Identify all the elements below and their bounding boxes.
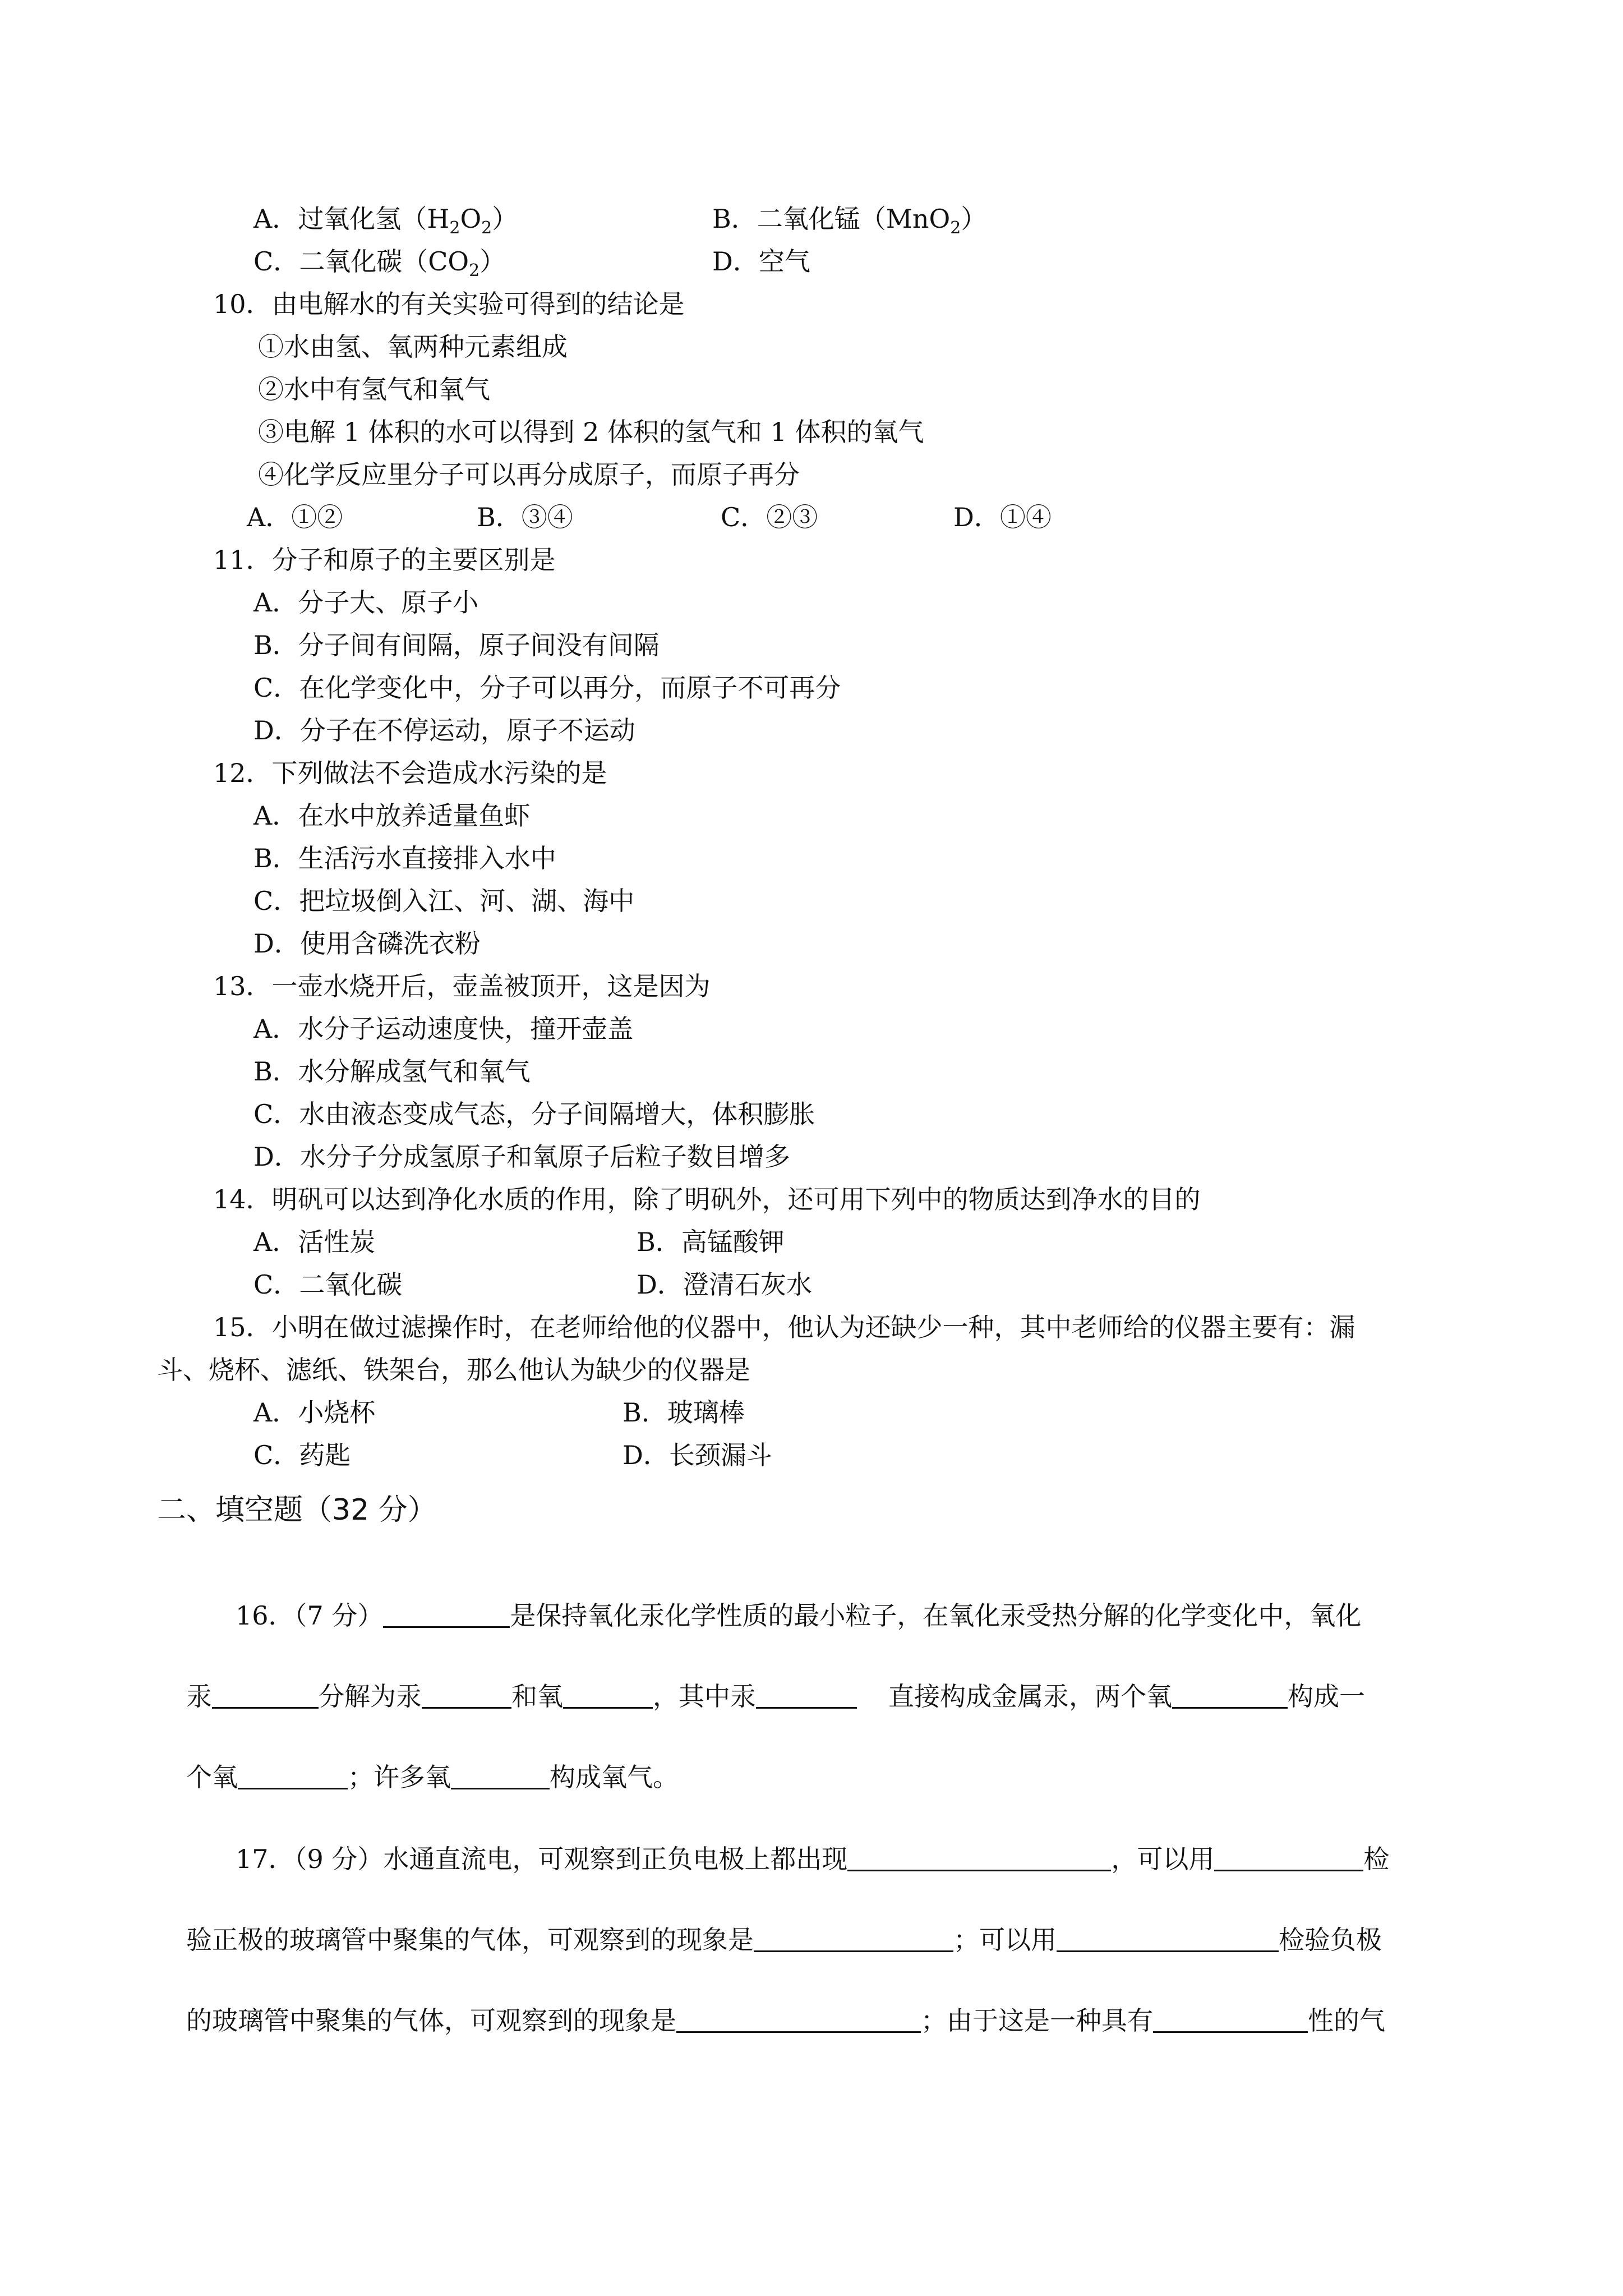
q16-text: 构成一: [1288, 1681, 1365, 1711]
q10-stem: 10．由电解水的有关实验可得到的结论是: [213, 289, 685, 319]
q13-option-a: A．水分子运动速度快，撞开壶盖: [253, 1014, 634, 1044]
q9-option-b-end: ）: [961, 204, 987, 234]
q16-text: 和氧: [511, 1681, 563, 1711]
answer-blank[interactable]: [1172, 1682, 1288, 1709]
q14-stem: 14．明矾可以达到净化水质的作用，除了明矾外，还可用下列中的物质达到净水的目的: [213, 1184, 1201, 1214]
q12-option-a: A．在水中放养适量鱼虾: [253, 800, 531, 831]
q10-option-c: C．②③: [721, 502, 818, 532]
q17-text: ；由于这是一种具有: [921, 2005, 1153, 2036]
answer-blank[interactable]: [422, 1682, 511, 1709]
answer-blank[interactable]: [676, 2007, 921, 2033]
q13-option-c: C．水由液态变成气态，分子间隔增大，体积膨胀: [253, 1099, 815, 1129]
answer-blank[interactable]: [1057, 1926, 1279, 1952]
subscript: 2: [950, 218, 961, 238]
q9-option-c-text: C．二氧化碳（CO: [253, 246, 469, 277]
q9-option-a-mid: O: [460, 204, 482, 234]
subscript: 2: [469, 261, 480, 280]
q11-option-c: C．在化学变化中，分子可以再分，而原子不可再分: [253, 673, 841, 703]
q10-option-d: D．①④: [953, 502, 1052, 532]
q12-option-c: C．把垃圾倒入江、河、湖、海中: [253, 886, 635, 916]
q14-option-c: C．二氧化碳: [253, 1269, 403, 1300]
q17-text: ，可以用: [1111, 1844, 1215, 1874]
q17-text: 的玻璃管中聚集的气体，可观察到的现象是: [186, 2005, 676, 2036]
q17-text: 17．（9 分）水通直流电，可观察到正负电极上都出现: [236, 1844, 848, 1874]
q10-item-2: ②水中有氢气和氧气: [258, 374, 490, 404]
q14-option-d: D．澄清石灰水: [637, 1269, 812, 1300]
q13-option-d: D．水分子分成氢原子和氧原子后粒子数目增多: [253, 1142, 790, 1172]
q9-option-d: [712, 245, 810, 278]
q9-option-c: [253, 245, 505, 278]
answer-blank[interactable]: [212, 1682, 319, 1709]
q16-line-2: [186, 1680, 1365, 1713]
q10-item-4: ④化学反应里分子可以再分成原子，而原子再分: [258, 459, 800, 490]
answer-blank[interactable]: [1214, 1845, 1363, 1871]
q11-option-d: D．分子在不停运动，原子不运动: [253, 715, 635, 746]
answer-blank[interactable]: [238, 1763, 348, 1789]
q16-text: ，其中汞: [653, 1681, 756, 1711]
q9-option-a-text: A．过氧化氢（H: [253, 204, 450, 234]
q12-stem: 12．下列做法不会造成水污染的是: [213, 758, 607, 788]
answer-blank[interactable]: [383, 1602, 510, 1628]
q16-label: 16．（7 分）: [236, 1600, 384, 1631]
q16-line-3: [186, 1760, 679, 1794]
q17-text: 检验负极: [1279, 1925, 1382, 1955]
answer-blank[interactable]: [754, 1926, 953, 1952]
q13-option-b: B．水分解成氢气和氧气: [253, 1056, 531, 1087]
q17-line-2: [186, 1923, 1382, 1957]
q15-option-d: D．长颈漏斗: [623, 1440, 772, 1470]
q16-line-1: [236, 1599, 1361, 1632]
q10-item-3: ③电解 1 体积的水可以得到 2 体积的氢气和 1 体积的氧气: [258, 417, 924, 447]
q16-text: 汞: [186, 1681, 212, 1711]
q17-text: ；可以用: [953, 1925, 1057, 1955]
q12-option-d: D．使用含磷洗衣粉: [253, 928, 481, 959]
answer-blank[interactable]: [563, 1682, 653, 1709]
q15-stem-line-1: 15．小明在做过滤操作时，在老师给他的仪器中，他认为还缺少一种，其中老师给的仪器主要有：漏: [213, 1312, 1355, 1342]
q15-option-a: A．小烧杯: [253, 1397, 376, 1428]
q16-text: ；许多氧: [348, 1762, 451, 1792]
q11-option-a: A．分子大、原子小: [253, 587, 479, 618]
q10-option-a: A．①②: [247, 502, 343, 532]
q14-option-a: A．活性炭: [253, 1227, 376, 1257]
q16-text: 个氧: [186, 1762, 238, 1792]
q15-option-b: B．玻璃棒: [623, 1397, 745, 1428]
section-heading: 二、填空题（32 分）: [157, 1493, 437, 1527]
q17-line-3: [186, 2004, 1385, 2037]
q10-item-1: ①水由氢、氧两种元素组成: [258, 332, 568, 362]
q15-option-c: C．药匙: [253, 1440, 351, 1470]
q16-text: 构成氧气。: [550, 1762, 679, 1792]
q17-line-1: [236, 1842, 1389, 1876]
q17-text: 检: [1363, 1844, 1390, 1874]
q14-option-b: B．高锰酸钾: [637, 1227, 785, 1257]
q16-text: 是保持氧化汞化学性质的最小粒子，在氧化汞受热分解的化学变化中，氧化: [510, 1600, 1362, 1631]
q9-option-a: [253, 202, 518, 236]
q9-option-b: [712, 202, 986, 236]
q17-text: 性的气: [1308, 2005, 1385, 2036]
q15-stem-line-2: 斗、烧杯、滤纸、铁架台，那么他认为缺少的仪器是: [157, 1355, 750, 1385]
q16-text: 直接构成金属汞，两个氧: [888, 1681, 1172, 1711]
q17-text: 验正极的玻璃管中聚集的气体，可观察到的现象是: [186, 1925, 754, 1955]
q9-option-d-text: D．空气: [712, 246, 810, 277]
answer-blank[interactable]: [847, 1845, 1111, 1871]
q16-text: 分解为汞: [319, 1681, 422, 1711]
answer-blank[interactable]: [756, 1682, 857, 1709]
q13-stem: 13．一壶水烧开后，壶盖被顶开，这是因为: [213, 971, 711, 1001]
answer-blank[interactable]: [1153, 2007, 1308, 2033]
q12-option-b: B．生活污水直接排入水中: [253, 843, 556, 873]
q11-stem: 11．分子和原子的主要区别是: [213, 545, 556, 575]
q11-option-b: B．分子间有间隔，原子间没有间隔: [253, 630, 660, 660]
q9-option-c-end: ）: [479, 246, 506, 277]
subscript: 2: [481, 218, 492, 238]
q9-option-a-end: ）: [492, 204, 518, 234]
answer-blank[interactable]: [451, 1763, 550, 1789]
subscript: 2: [449, 218, 460, 238]
q10-option-b: B．③④: [477, 502, 573, 532]
q9-option-b-text: B．二氧化锰（MnO: [712, 204, 951, 234]
